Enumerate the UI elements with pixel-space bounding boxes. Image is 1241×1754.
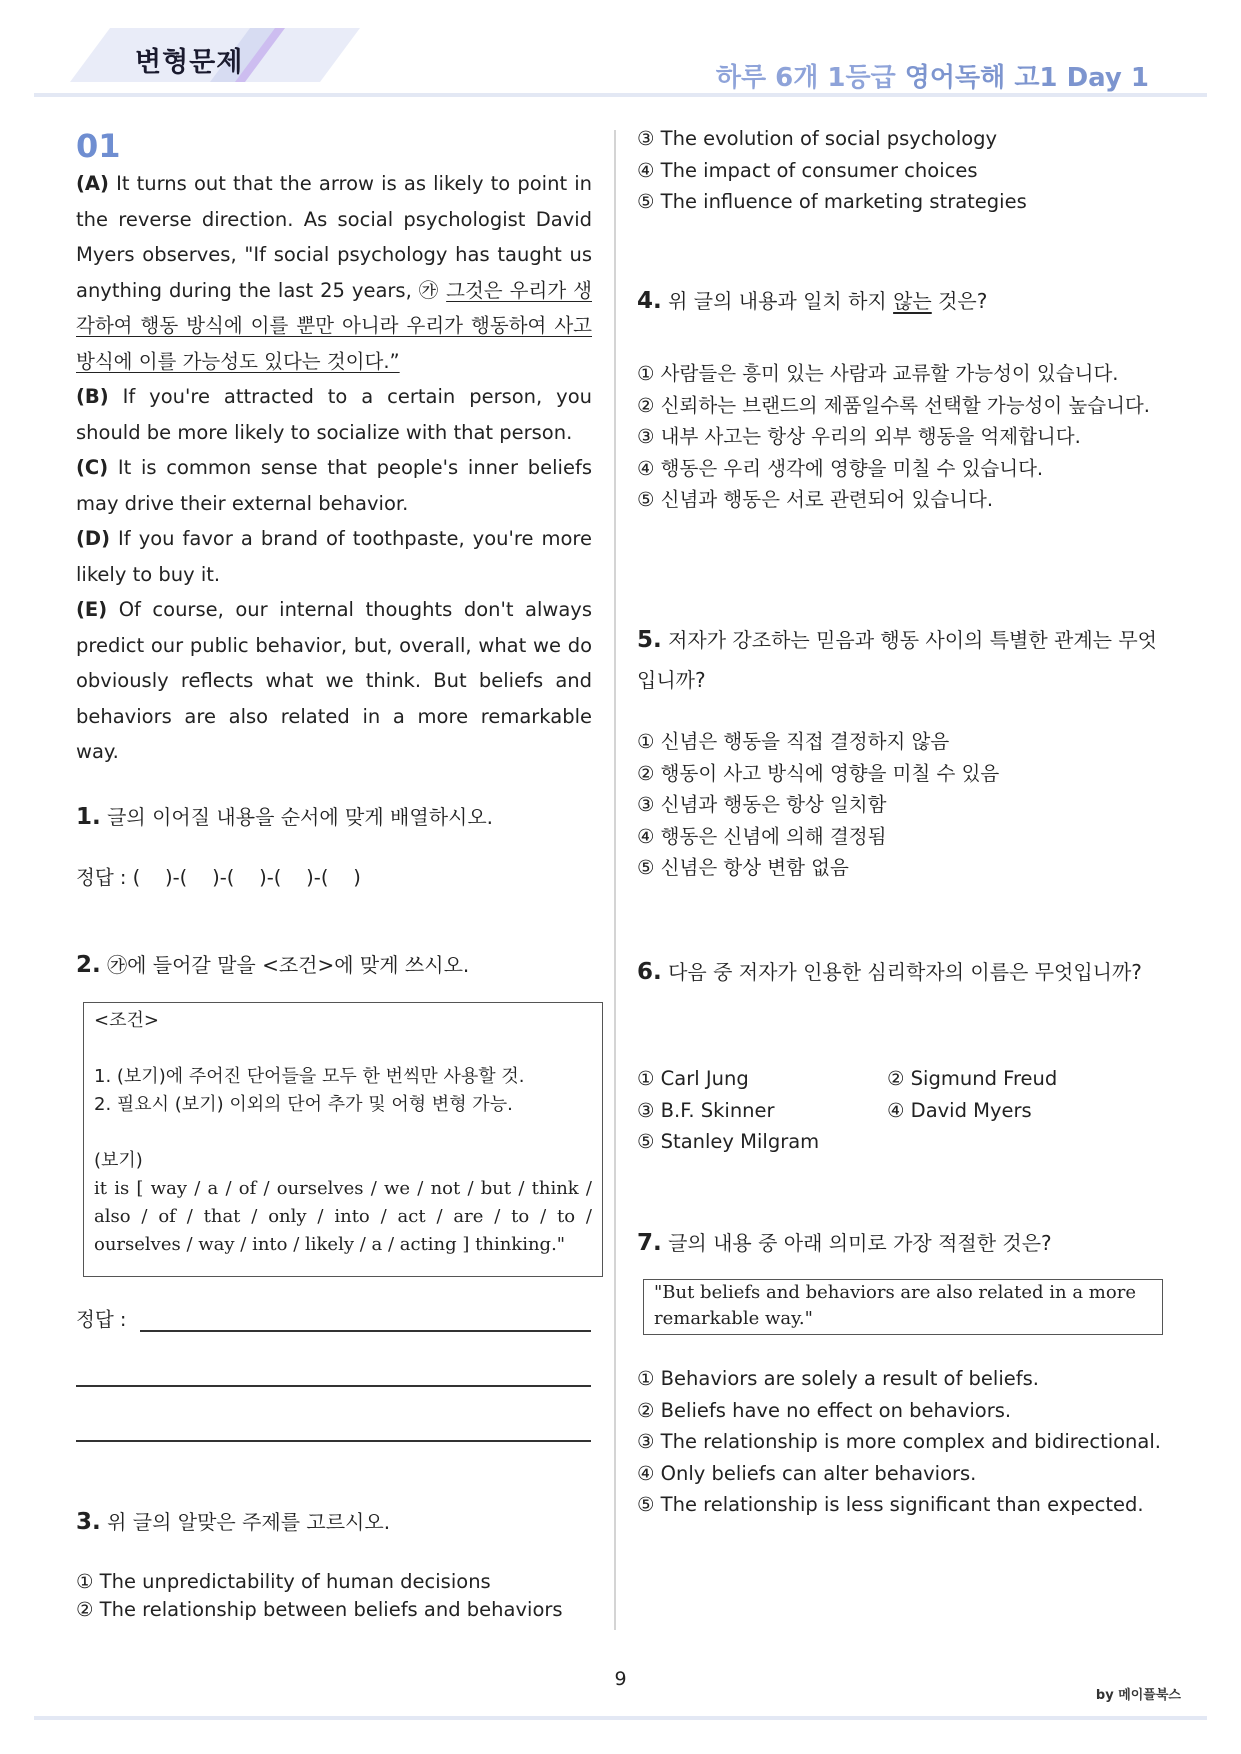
q4-option-1[interactable]: ① 사람들은 흥미 있는 사람과 교류할 가능성이 있습니다. (637, 362, 1119, 385)
q3-prompt (76, 1505, 592, 1539)
passage (76, 166, 592, 770)
q2-answer-line-2[interactable] (76, 1385, 591, 1387)
q3-option-4[interactable]: ④ The impact of consumer choices (637, 158, 978, 182)
passage-number: 01 (76, 127, 121, 165)
q4-prompt-end: 것은? (938, 289, 988, 313)
q6-prompt (637, 952, 1157, 992)
q6-option-1[interactable]: ① Carl Jung (637, 1067, 749, 1090)
q5-option-2[interactable]: ② 행동이 사고 방식에 영향을 미칠 수 있음 (637, 761, 1000, 785)
q3-option-1[interactable]: ① The unpredictability of human decisions (76, 1570, 491, 1593)
q6-option-4[interactable]: ④ David Myers (887, 1098, 1032, 1122)
page-number: 9 (614, 1668, 627, 1690)
footer-rule (34, 1716, 1207, 1720)
bogi-words: it is [ way / a / of / ourselves / we / not / but / think / also / of / that / only / into / act / are / to / to / ourselves / way / into / likely / a / acting ] thinking." (94, 1178, 592, 1255)
q6-number: 6. (637, 959, 662, 985)
q3-option-3[interactable]: ③ The evolution of social psychology (637, 127, 998, 150)
q5-option-5[interactable]: ⑤ 신념은 항상 변함 없음 (637, 856, 849, 879)
q5-prompt (637, 620, 1157, 700)
q2-answer-line-3[interactable] (76, 1440, 591, 1442)
q4-option-5[interactable]: ⑤ 신념과 행동은 서로 관련되어 있습니다. (637, 488, 994, 511)
q4-option-4[interactable]: ④ 행동은 우리 생각에 영향을 미칠 수 있습니다. (637, 456, 1044, 480)
q5-number: 5. (637, 627, 662, 653)
passage-b-text: If you're attracted to a certain person, you should be more likely to socialize with that person. (76, 385, 592, 444)
q1-answer: 정답 : ( )-( )-( )-( )-( ) (76, 866, 361, 889)
passage-d-text: If you favor a brand of toothpaste, you're more likely to buy it. (76, 527, 592, 586)
q3-prompt-text: 위 글의 알맞은 주제를 고르시오. (107, 1510, 391, 1534)
q6-option-2[interactable]: ② Sigmund Freud (887, 1067, 1058, 1090)
q4-prompt (637, 284, 1157, 318)
label-c: (C) (76, 456, 109, 479)
q7-option-2[interactable]: ② Beliefs have no effect on behaviors. (637, 1398, 1012, 1422)
header-badge: 변형문제 (135, 47, 244, 78)
q4-number: 4. (637, 288, 662, 314)
q2-answer-line-1[interactable] (140, 1330, 591, 1332)
left-column (76, 126, 592, 770)
q7-option-4[interactable]: ④ Only beliefs can alter behaviors. (637, 1461, 977, 1485)
header-series (716, 57, 1149, 94)
q4-prompt-text: 위 글의 내용과 일치 하지 (668, 289, 887, 313)
passage-b (76, 379, 592, 450)
q6-prompt-text: 다음 중 저자가 인용한 심리학자의 이름은 무엇입니까? (668, 960, 1142, 984)
condition-title: <조건> (94, 1010, 159, 1031)
q2-prompt (76, 948, 592, 982)
passage-a-text: It turns out that the arrow is as likely to point in the reverse direction. As social psychologist David Myers observes, "If social psychology has taught us anything during the last 25 years, ㉮ (76, 172, 593, 302)
q1-number: 1. (76, 804, 101, 830)
publisher-credit: by 메이플북스 (1095, 1688, 1181, 1703)
passage-d (76, 521, 592, 592)
q3-number: 3. (76, 1509, 101, 1535)
q5-option-4[interactable]: ④ 행동은 신념에 의해 결정됨 (637, 824, 887, 848)
q7-option-1[interactable]: ① Behaviors are solely a result of beliefs. (637, 1367, 1039, 1390)
q7-prompt (637, 1226, 1157, 1260)
passage-e (76, 592, 592, 770)
q5-option-1[interactable]: ① 신념은 행동을 직접 결정하지 않음 (637, 730, 950, 753)
q6-option-3[interactable]: ③ B.F. Skinner (637, 1098, 775, 1122)
condition-1: 1. (보기)에 주어진 단어들을 모두 한 번씩만 사용할 것. (94, 1066, 525, 1087)
header-subject: 영어독해 고1 Day 1 (904, 63, 1149, 93)
q2-prompt-text: ㉮에 들어갈 말을 <조건>에 맞게 쓰시오. (107, 953, 470, 977)
label-a: (A) (76, 172, 109, 195)
q7-options (637, 1363, 1161, 1521)
passage-c (76, 450, 592, 521)
q4-option-2[interactable]: ② 신뢰하는 브랜드의 제품일수록 선택할 가능성이 높습니다. (637, 393, 1150, 417)
q4-options (637, 358, 1157, 516)
passage-e-text: Of course, our internal thoughts don't always predict our public behavior, but, overall, what we do obviously reflects what we think. But beliefs and behaviors are also related in a more remarkable way. (76, 598, 593, 763)
q6-option-5[interactable]: ⑤ Stanley Milgram (637, 1130, 820, 1153)
q3-option-5[interactable]: ⑤ The influence of marketing strategies (637, 190, 1027, 213)
q7-quote-box: "But beliefs and behaviors are also related in a more remarkable way." (643, 1279, 1163, 1335)
q3-option-2[interactable]: ② The relationship between beliefs and behaviors (76, 1598, 563, 1621)
label-e: (E) (76, 598, 108, 621)
q7-prompt-text: 글의 내용 중 아래 의미로 가장 적절한 것은? (668, 1231, 1052, 1255)
column-divider (614, 130, 616, 1630)
q4-prompt-emphasis: 않는 (893, 289, 932, 313)
q6-options (637, 1063, 1137, 1158)
q7-number: 7. (637, 1230, 662, 1256)
passage-a (76, 166, 592, 379)
q2-number: 2. (76, 952, 101, 978)
passage-a-underlined: 그것은 우리가 생각하여 행동 방식에 이를 뿐만 아니라 우리가 행동하여 사고 방식에 이를 가능성도 있다는 것이다.” (76, 278, 592, 373)
q5-options (637, 726, 999, 884)
label-d: (D) (76, 527, 111, 550)
q3-options-left (76, 1568, 563, 1624)
q3-options-right (637, 123, 1027, 218)
passage-c-text: It is common sense that people's inner beliefs may drive their external behavior. (76, 456, 592, 515)
condition-2: 2. 필요시 (보기) 이외의 단어 추가 및 어형 변형 가능. (94, 1094, 513, 1115)
q7-option-3[interactable]: ③ The relationship is more complex and bidirectional. (637, 1430, 1161, 1453)
q1-prompt-text: 글의 이어질 내용을 순서에 맞게 배열하시오. (107, 805, 494, 829)
q7-option-5[interactable]: ⑤ The relationship is less significant than expected. (637, 1493, 1144, 1516)
q4-option-3[interactable]: ③ 내부 사고는 항상 우리의 외부 행동을 억제합니다. (637, 425, 1081, 448)
q5-prompt-text: 저자가 강조하는 믿음과 행동 사이의 특별한 관계는 무엇입니까? (637, 628, 1157, 692)
q2-condition-box (83, 1002, 603, 1277)
header-series-name: 하루 6개 1등급 (715, 63, 896, 93)
bogi-label: (보기) (94, 1150, 143, 1171)
q2-answer-label: 정답 : (76, 1308, 127, 1331)
label-b: (B) (76, 385, 109, 408)
header-rule (34, 93, 1207, 97)
q1-prompt (76, 800, 592, 834)
q5-option-3[interactable]: ③ 신념과 행동은 항상 일치함 (637, 793, 887, 816)
